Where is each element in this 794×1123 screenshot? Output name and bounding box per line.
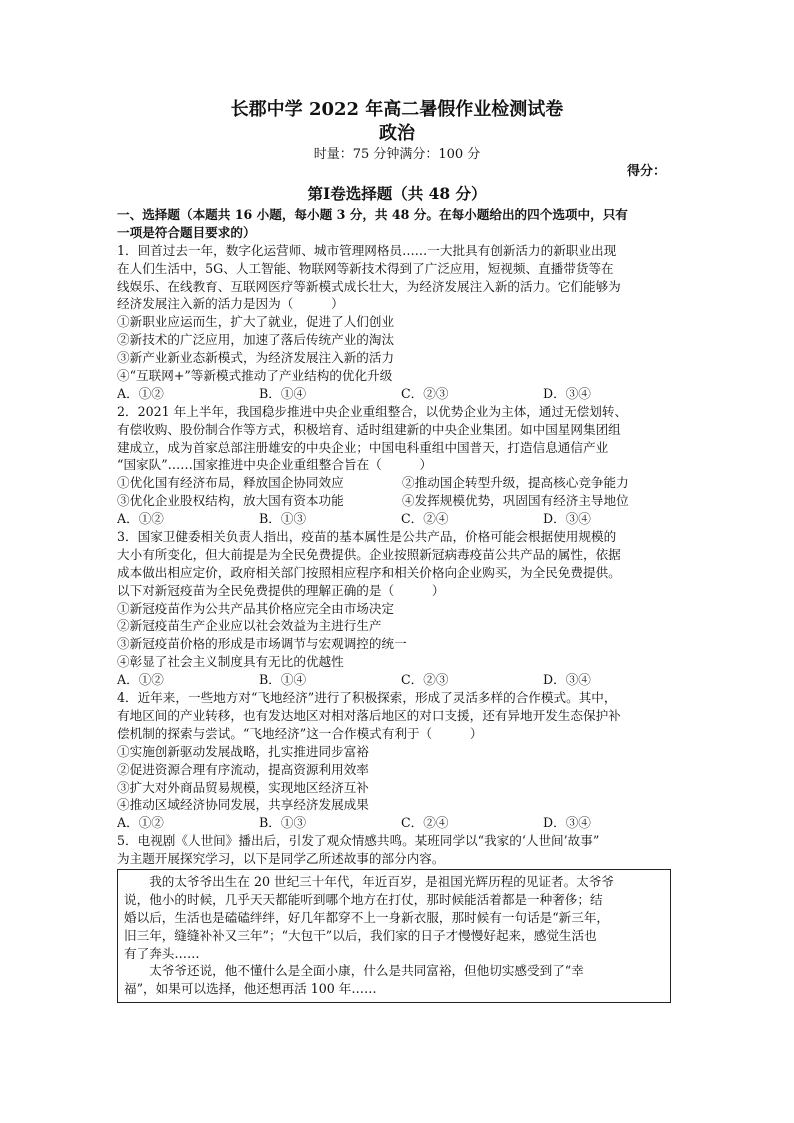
story-line: 太爷爷还说，他不懂什么是全面小康，什么是共同富裕，但他切实感受到了“幸 xyxy=(149,963,584,979)
question-item: ②促进资源合理有序流动，提高资源利用效率 xyxy=(117,761,369,777)
story-line: 说，他小的时候，几乎天天都能听到哪个地方在打仗，那时候能活着都是一种奢侈；结 xyxy=(124,891,603,907)
story-box xyxy=(117,869,671,1003)
score-label: 得分： xyxy=(626,164,666,179)
instructions-line-1: 一、选择题（本题共 16 小题，每小题 3 分，共 48 分。在每小题给出的四个选项中，只有 xyxy=(117,207,628,222)
question-1 xyxy=(117,242,688,403)
option-c: C．②④ xyxy=(401,815,449,831)
option-d: D．③④ xyxy=(543,672,591,688)
story-line: 有了奔头…… xyxy=(124,945,200,961)
option-b: B．①③ xyxy=(259,511,307,527)
exam-title: 长郡中学 2022 年高二暑假作业检测试卷 xyxy=(230,99,564,120)
option-a: A．①② xyxy=(117,385,164,401)
question-stem-line: 经济发展注入新的活力是因为（ ） xyxy=(117,296,344,312)
option-d: D．③④ xyxy=(543,511,591,527)
story-line: 旧三年，缝缝补补又三年”；“大包干”以后，我们家的日子才慢慢好起来，感觉生活也 xyxy=(124,927,597,943)
question-item: ①新职业应运而生，扩大了就业，促进了人们创业 xyxy=(117,314,395,330)
question-stem-line: 大小有所变化，但大前提是为全民免费提供。企业按照新冠病毒疫苗公共产品的属性，依据 xyxy=(117,546,621,562)
question-stem-line: 为主题开展探究学习，以下是同学乙所述故事的部分内容。 xyxy=(117,851,445,867)
exam-subject: 政治 xyxy=(379,123,415,144)
question-stem-line: 4．近年来，一些地方对“飞地经济”进行了积极探索，形成了灵活多样的合作模式。其中， xyxy=(117,690,617,706)
answer-options xyxy=(117,385,688,403)
question-item: ④发挥规模优势，巩固国有经济主导地位 xyxy=(402,493,629,509)
section-title: 第Ⅰ卷选择题（共 48 分） xyxy=(307,184,487,203)
question-stem-line: 成本做出相应定价，政府相关部门按照相应程序和相关价格向企业购买，为全民免费提供。 xyxy=(117,564,621,580)
answer-options xyxy=(117,671,688,689)
question-item: ③新产业新业态新模式，为经济发展注入新的活力 xyxy=(117,350,395,366)
question-stem-line: 线娱乐、在线教育、互联网医疗等新模式成长壮大，为经济发展注入新的活力。它们能够为 xyxy=(117,278,621,294)
option-b: B．①③ xyxy=(259,815,307,831)
question-4 xyxy=(117,689,688,832)
question-item: ②新冠疫苗生产企业应以社会效益为主进行生产 xyxy=(117,618,382,634)
story-line: 福”，如果可以选择，他还想再活 100 年…… xyxy=(124,981,377,997)
option-b: B．①④ xyxy=(259,385,307,401)
question-item: ①新冠疫苗作为公共产品其价格应完全由市场决定 xyxy=(117,600,395,616)
option-a: A．①② xyxy=(117,815,164,831)
question-item: ④推动区域经济协同发展，共享经济发展成果 xyxy=(117,797,369,813)
question-content xyxy=(117,206,688,1003)
option-c: C．②③ xyxy=(401,385,449,401)
question-stem-line: 偿机制的探索与尝试。“飞地经济”这一合作模式有利于（ ） xyxy=(117,725,483,741)
question-stem-line: 1．回首过去一年，数字化运营师、城市管理网格员……一大批具有创新活力的新职业出现 xyxy=(117,242,617,258)
question-item: ④“互联网+”等新模式推动了产业结构的优化升级 xyxy=(117,368,393,384)
option-a: A．①② xyxy=(117,511,164,527)
answer-options xyxy=(117,510,688,528)
option-d: D．③④ xyxy=(543,385,591,401)
question-stem-line: 建成立，成为首家总部注册雄安的中央企业；中国电科重组中国普天，打造信息通信产业 xyxy=(117,439,609,455)
question-item: ②新技术的广泛应用，加速了落后传统产业的淘汰 xyxy=(117,332,395,348)
story-line: 我的太爷爷出生在 20 世纪三十年代，年近百岁，是祖国光辉历程的见证者。太爷爷 xyxy=(149,873,615,889)
question-item-pair xyxy=(117,492,688,510)
question-item: ②推动国企转型升级，提高核心竞争能力 xyxy=(402,475,629,491)
option-b: B．①④ xyxy=(259,672,307,688)
question-item: ④彰显了社会主义制度具有无比的优越性 xyxy=(117,654,344,670)
question-stem-line: 5．电视剧《人世间》播出后，引发了观众情感共鸣。某班同学以“我家的‘人世间’故事” xyxy=(117,833,600,849)
story-line: 婚以后，生活也是磕磕绊绊，好几年都穿不上一身新衣服，那时候有一句话是“新三年， xyxy=(124,909,610,925)
time-info: 时量：75 分钟满分：100 分 xyxy=(313,147,481,162)
answer-options xyxy=(117,814,688,832)
question-5 xyxy=(117,832,688,1003)
option-d: D．③④ xyxy=(543,815,591,831)
question-2 xyxy=(117,403,688,528)
question-item: ①优化国有经济布局，释放国企协同效应 xyxy=(117,475,344,491)
question-item-pair xyxy=(117,474,688,492)
instructions-line-2: 一项是符合题目要求的） xyxy=(117,224,256,240)
question-item: ③新冠疫苗价格的形成是市场调节与宏观调控的统一 xyxy=(117,636,407,652)
question-stem-line: “国家队”……国家推进中央企业重组整合旨在（ ） xyxy=(117,457,433,473)
option-a: A．①② xyxy=(117,672,164,688)
question-item: ③扩大对外商品贸易规模，实现地区经济互补 xyxy=(117,779,369,795)
question-stem-line: 以下对新冠疫苗为全民免费提供的理解正确的是（ ） xyxy=(117,582,445,598)
question-stem-line: 有地区间的产业转移，也有发达地区对相对落后地区的对口支援，还有异地开发生态保护补 xyxy=(117,707,621,723)
question-3 xyxy=(117,528,688,689)
question-stem-line: 3．国家卫健委相关负责人指出，疫苗的基本属性是公共产品，价格可能会根据使用规模的 xyxy=(117,529,617,545)
question-stem-line: 有偿收购、股份制合作等方式，积极培育、适时组建新的中央企业集团。如中国星网集团组 xyxy=(117,421,621,437)
option-c: C．②④ xyxy=(401,511,449,527)
option-c: C．②③ xyxy=(401,672,449,688)
question-item: ①实施创新驱动发展战略，扎实推进同步富裕 xyxy=(117,743,369,759)
question-item: ③优化企业股权结构，放大国有资本功能 xyxy=(117,493,344,509)
question-stem-line: 在人们生活中，5G、人工智能、物联网等新技术得到了广泛应用，短视频、直播带货等在 xyxy=(117,260,614,276)
question-stem-line: 2．2021 年上半年，我国稳步推进中央企业重组整合，以优势企业为主体，通过无偿划转、 xyxy=(117,403,628,419)
